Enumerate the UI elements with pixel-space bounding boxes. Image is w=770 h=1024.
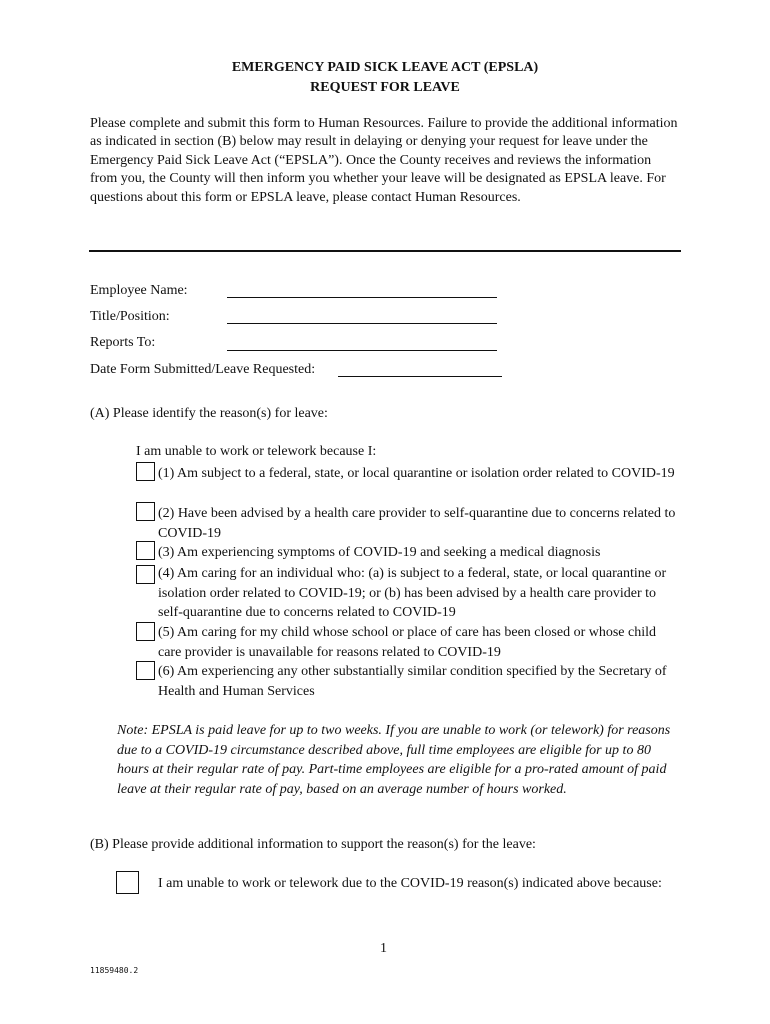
reason-5-label: (5) Am caring for my child whose school or place of care has been closed or whose child care provider is unavailable for reasons related to COVID-19	[158, 625, 657, 660]
reason-2-checkbox[interactable]	[136, 502, 155, 521]
intro-paragraph: Please complete and submit this form to Human Resources. Failure to provide the additional information as indicated in section (B) below may result in delaying or denying your request for leave under the Emergency Paid Sick Leave Act (“EPSLA”). Once the County receives and reviews the information from you, the County will then inform you whether your leave will be designated as EPSLA leave. For questions about this form or EPSLA leave, please contact Human Resources.	[90, 116, 678, 205]
page-number: 1	[380, 941, 387, 956]
reason-3-checkbox[interactable]	[136, 541, 155, 560]
section-b-heading: (B) Please provide additional information to support the reason(s) for the leave:	[90, 837, 536, 852]
reason-1-checkbox[interactable]	[136, 462, 155, 481]
reports-to-label: Reports To:	[90, 335, 156, 350]
section-a-heading: (A) Please identify the reason(s) for leave:	[90, 406, 328, 421]
title-line-1: EMERGENCY PAID SICK LEAVE ACT (EPSLA)	[231, 60, 539, 75]
reason-1-label: (1) Am subject to a federal, state, or local quarantine or isolation order related to COVID-19	[158, 466, 675, 481]
epsla-note: Note: EPSLA is paid leave for up to two weeks. If you are unable to work (or telework) for reasons due to a COVID-19 circumstance described above, full time employees are eligible for up to 80 hours at their regular rate of pay. Part-time employees are eligible for a pro-rated amount of paid leave at their regular rate of pay, based on an average number of hours worked.	[117, 723, 671, 797]
date-submitted-field[interactable]	[338, 376, 502, 377]
reason-2-label: (2) Have been advised by a health care provider to self-quarantine due to concerns related to COVID-19	[158, 506, 676, 541]
form-title	[0, 58, 770, 98]
covid-reason-checkbox[interactable]	[116, 871, 139, 894]
reports-to-field[interactable]	[227, 350, 497, 351]
reason-6-label: (6) Am experiencing any other substantially similar condition specified by the Secretary of Health and Human Services	[158, 664, 667, 699]
reason-4-label: (4) Am caring for an individual who: (a) is subject to a federal, state, or local quarantine or isolation order related to COVID-19; or (b) has been advised by a health care provider to self-quarantine due to concerns related to COVID-19	[158, 566, 667, 620]
document-id: 11859480.2	[90, 966, 139, 975]
employee-name-label: Employee Name:	[90, 283, 188, 298]
title-line-2: REQUEST FOR LEAVE	[310, 80, 460, 95]
reason-3-label: (3) Am experiencing symptoms of COVID-19 and seeking a medical diagnosis	[158, 545, 601, 560]
employee-name-field[interactable]	[227, 297, 497, 298]
reason-5-checkbox[interactable]	[136, 622, 155, 641]
reason-4-checkbox[interactable]	[136, 565, 155, 584]
covid-reason-label: I am unable to work or telework due to the COVID-19 reason(s) indicated above because:	[158, 876, 662, 891]
title-position-field[interactable]	[227, 323, 497, 324]
section-a-lead: I am unable to work or telework because I:	[136, 444, 377, 459]
title-position-label: Title/Position:	[90, 309, 170, 324]
date-submitted-label: Date Form Submitted/Leave Requested:	[90, 362, 316, 377]
reason-6-checkbox[interactable]	[136, 661, 155, 680]
section-divider	[89, 250, 681, 252]
